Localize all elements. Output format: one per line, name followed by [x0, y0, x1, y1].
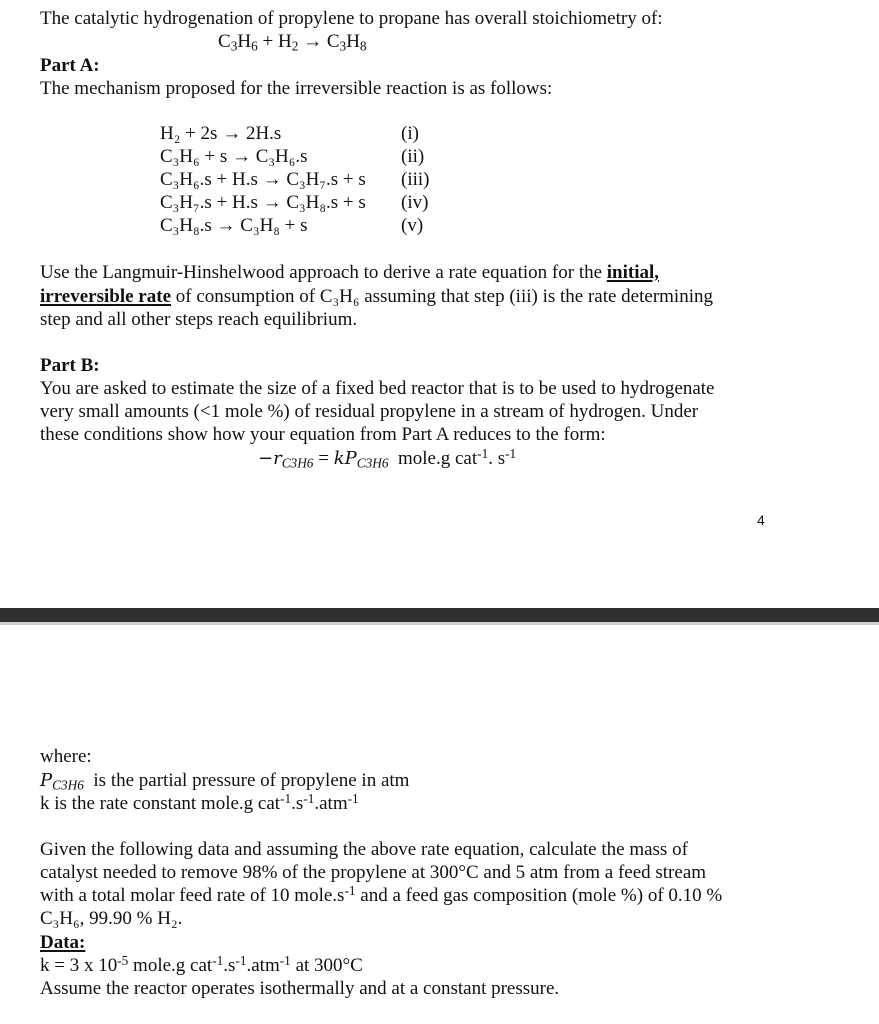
definition-pressure: $P_{C3H6}$ is the partial pressure of propylene in atm [40, 770, 410, 793]
page-break-shadow [0, 622, 879, 625]
given-line-2: catalyst needed to remove 98% of the propylene at 300°C and 5 atm from a feed stream [40, 862, 707, 883]
part-b-heading: Part B: [40, 355, 100, 376]
mechanism-label-2: (ii) [401, 146, 425, 167]
definition-k: k is the rate constant mole.g $cat^{-1}.s^{-1}.atm^{-1}$ [40, 791, 359, 814]
mechanism-label-1: (i) [401, 123, 419, 144]
data-k-value: k = 3 x $10^{-5}$ mole.g $cat^{-1}.s^{-1}.atm^{-1}$ at 300°C [40, 953, 363, 976]
overall-reaction: $C_3H_6 + H_2 \to C_3H_8$ [218, 31, 367, 54]
mechanism-step-3: C₃H₆.s + H.s → C₃H₇.s + s [160, 169, 366, 190]
given-line-3: with a total molar feed rate of 10 $mole.s^{-1}$ and a feed gas composition (mole %) of 0.10 % [40, 883, 723, 906]
emphasis-initial: initial, [606, 262, 660, 283]
assumption: Assume the reactor operates isothermally and at a constant pressure. [40, 978, 560, 999]
part-b-line-2: very small amounts (<1 mole %) of residual propylene in a stream of hydrogen. Under [40, 401, 699, 422]
rate-equation: $-r_{C3H6} = kP_{C3H6}$ mole.g cat$^{-1}$. $s^{-1}$ [258, 446, 517, 471]
mechanism-label-4: (iv) [401, 192, 429, 213]
part-b-line-3: these conditions show how your equation from Part A reduces to the form: [40, 424, 606, 445]
intro-text: The catalytic hydrogenation of propylene to propane has overall stoichiometry of: [40, 8, 663, 29]
given-line-1: Given the following data and assuming the above rate equation, calculate the mass of [40, 839, 688, 860]
given-line-4: C₃H₆, 99.90 % H₂. [40, 908, 183, 929]
mechanism-label-3: (iii) [401, 169, 430, 190]
mechanism-step-1: H₂ + 2s → 2H.s [160, 123, 282, 144]
part-b-line-1: You are asked to estimate the size of a fixed bed reactor that is to be used to hydrogenate [40, 378, 715, 399]
where-label: where: [40, 746, 92, 767]
mechanism-step-2: C₃H₆ + s → C₃H₆.s [160, 146, 308, 167]
part-a-question-line-2: irreversible rate of consumption of C₃H₆ assuming that step (iii) is the rate determining [40, 286, 713, 307]
data-heading: Data: [40, 932, 86, 953]
page-number: 4 [757, 512, 765, 528]
mechanism-step-4: C₃H₇.s + H.s → C₃H₈.s + s [160, 192, 366, 213]
page-break-bar [0, 608, 879, 622]
part-a-question-line-3: step and all other steps reach equilibrium. [40, 309, 358, 330]
part-a-question-line-1: Use the Langmuir-Hinshelwood approach to derive a rate equation for the initial, [40, 262, 660, 283]
mechanism-label-5: (v) [401, 215, 424, 236]
part-a-heading: Part A: [40, 55, 100, 76]
part-a-intro: The mechanism proposed for the irreversible reaction is as follows: [40, 78, 553, 99]
emphasis-irreversible-rate: irreversible rate [40, 286, 171, 307]
mechanism-step-5: C₃H₈.s → C₃H₈ + s [160, 215, 308, 236]
